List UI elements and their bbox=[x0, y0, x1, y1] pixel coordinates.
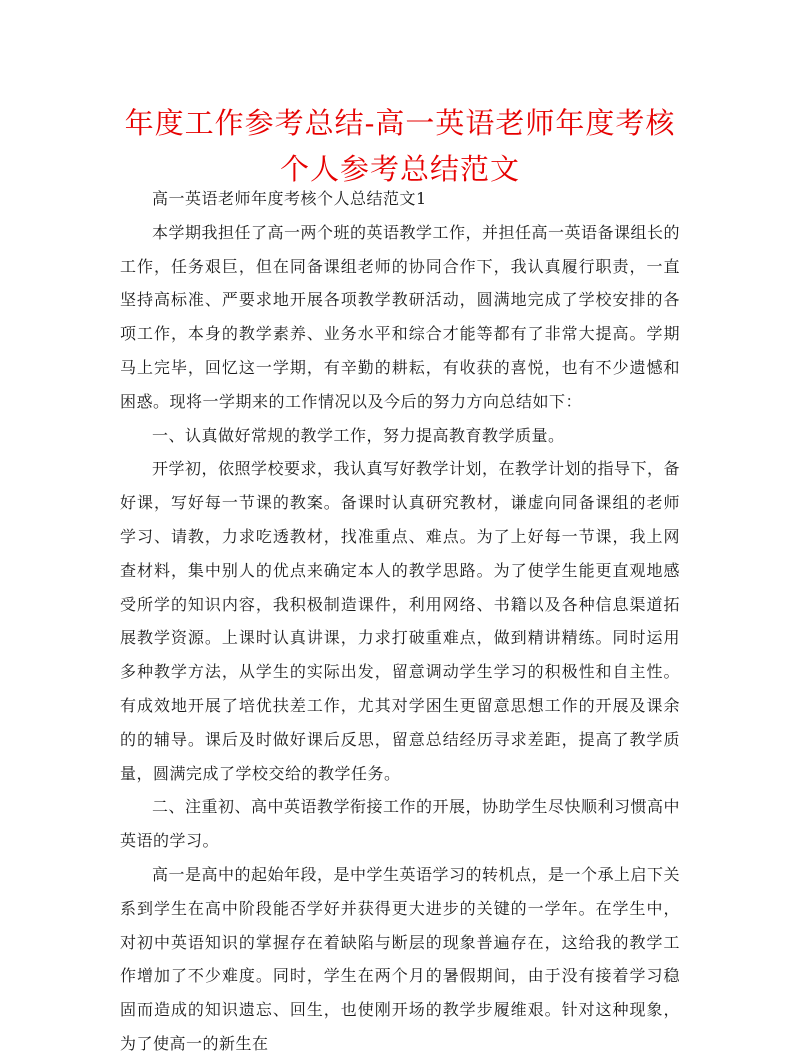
section-heading: 一、认真做好常规的教学工作，努力提高教育教学质量。 bbox=[152, 425, 565, 445]
paragraph: 本学期我担任了高一两个班的英语教学工作，并担任高一英语备课组长的工作，任务艰巨，但在同备课组老师的协同合作下，我认真履行职责，一直坚持高标准、严要求地开展各项教学教研活动，圆满地完成了学校安排的各项工作，本身的教学素养、业务水平和综合才能等都有了非常大提高。学期马上完毕，回忆这一学期，有辛勤的耕耘，有收获的喜悦，也有不少遗憾和困惑。现将一学期来的工作情况以及今后的努力方向总结如下： bbox=[120, 222, 681, 411]
document-subtitle: 高一英语老师年度考核个人总结范文1 bbox=[152, 189, 427, 208]
paragraph: 开学初，依照学校要求，我认真写好教学计划，在教学计划的指导下，备好课，写好每一节课的教案。备课时认真研究教材，谦虚向同备课组的老师学习、请教，力求吃透教材，找准重点、难点。为了上好每一节课，我上网查材料，集中别人的优点来确定本人的教学思路。为了使学生能更直观地感受所学的知识内容，我积极制造课件，利用网络、书籍以及各种信息渠道拓展教学资源。上课时认真讲课，力求打破重难点，做到精讲精练。同时运用多种教学方法，从学生的实际出发，留意调动学生学习的积极性和自主性。有成效地开展了培优扶差工作，尤其对学困生更留意思想工作的开展及课余的的辅导。课后及时做好课后反思，留意总结经历寻求差距，提高了教学质量，圆满完成了学校交给的教学任务。 bbox=[120, 459, 681, 783]
section-heading: 二、注重初、高中英语教学衔接工作的开展，协助学生尽快顺利习惯高中英语的学习。 bbox=[120, 797, 681, 851]
document-title: 年度工作参考总结-高一英语老师年度考核个人参考总结范文 bbox=[124, 106, 676, 186]
document-body bbox=[120, 182, 680, 1061]
paragraph: 高一是高中的起始年段，是中学生英语学习的转机点，是一个承上启下关系到学生在高中阶段能否学好并获得更大进步的关键的一学年。在学生中，对初中英语知识的掌握存在着缺陷与断层的现象普遍存在，这给我的教学工作增加了不少难度。同时，学生在两个月的暑假期间，由于没有接着学习稳固而造成的知识遗忘、回生，也使刚开场的教学步履维艰。针对这种现象，为了使高一的新生在 bbox=[120, 864, 681, 1053]
